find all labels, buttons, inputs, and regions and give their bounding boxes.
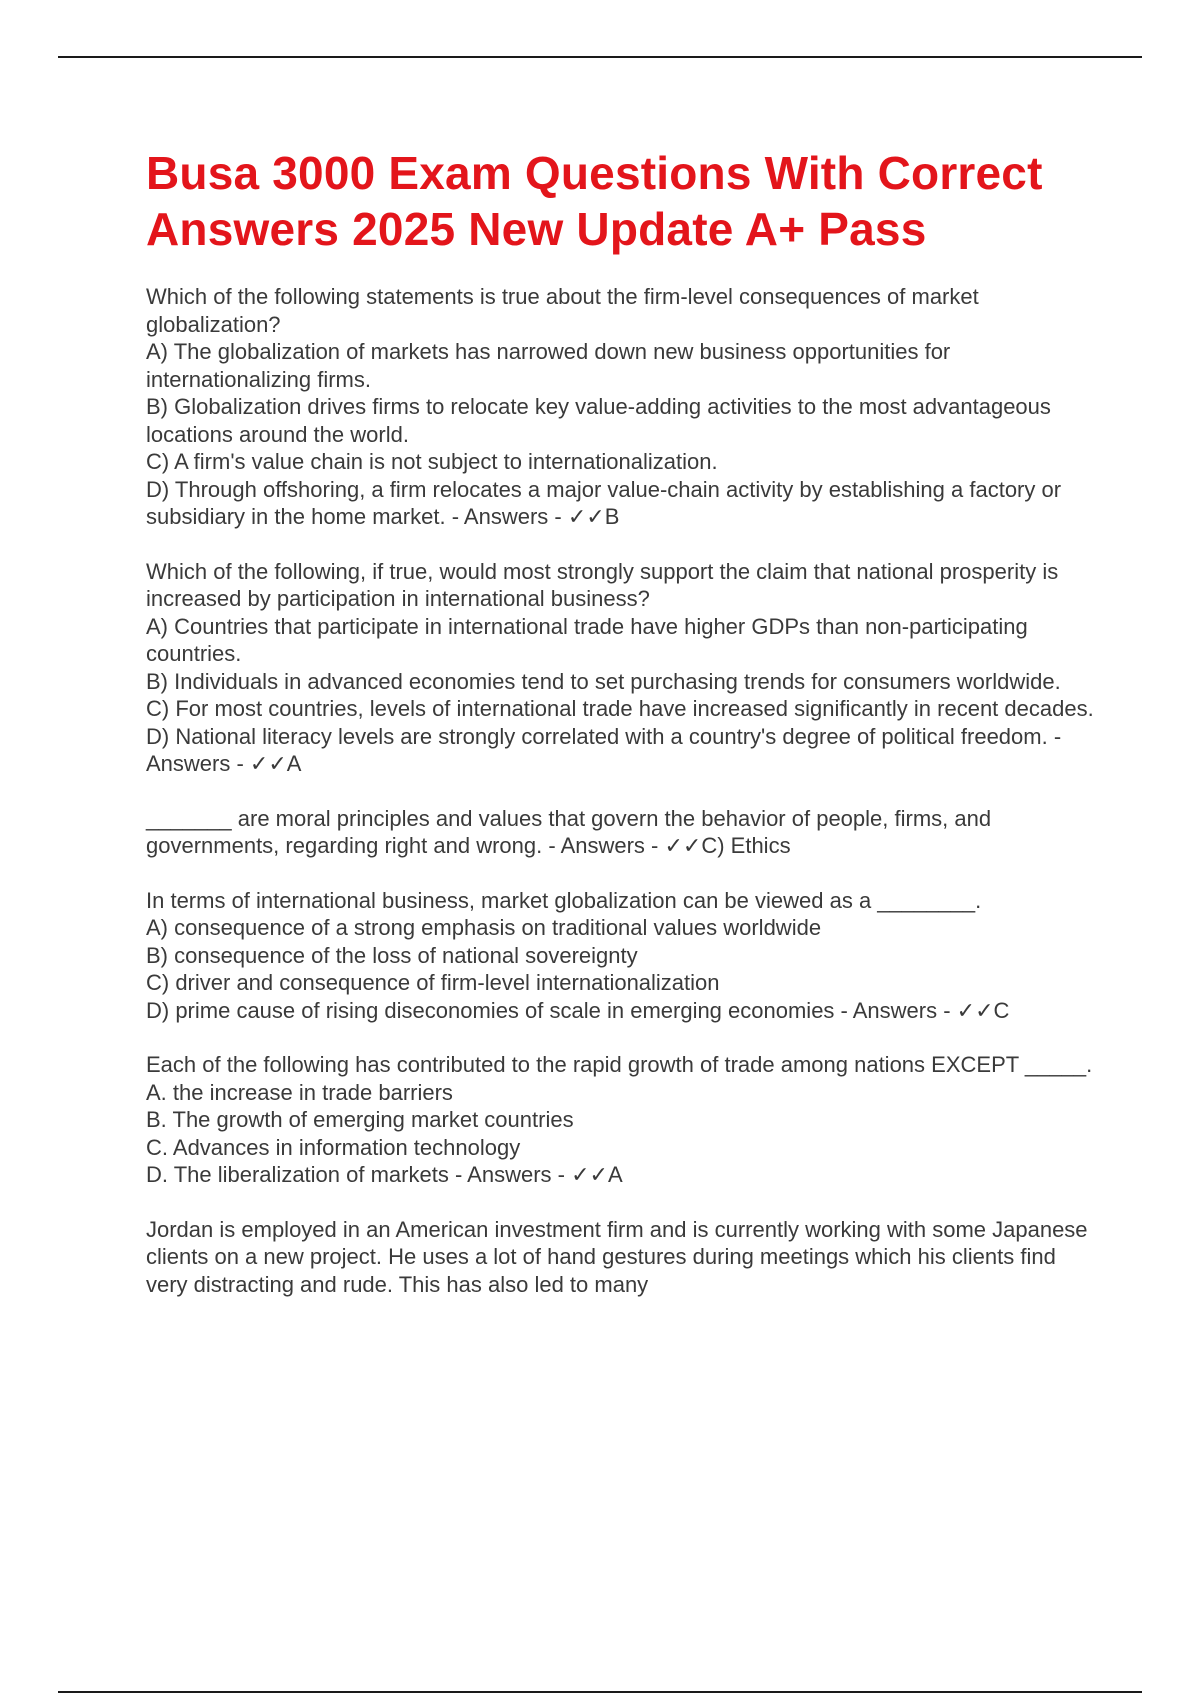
answer-option-a: A) consequence of a strong emphasis on traditional values worldwide <box>146 915 822 940</box>
answer-option-d: D) Through offshoring, a firm relocates a major value-chain activity by establishing a factory or subsidiary in the home market. - Answers - ✓✓B <box>146 476 1068 529</box>
question-text: Which of the following, if true, would most strongly support the claim that national prosperity is increased by participation in international business? <box>146 558 1065 611</box>
question-block-6 <box>146 1216 1096 1299</box>
answer-option-d: D) National literacy levels are strongly correlated with a country's degree of political freedom. - Answers - ✓✓A <box>146 723 1067 776</box>
question-block-2 <box>146 558 1096 778</box>
bottom-rule <box>58 1691 1142 1693</box>
question-text: Which of the following statements is true about the firm-level consequences of market globalization? <box>146 284 985 337</box>
question-block-1 <box>146 283 1096 531</box>
answer-option-b: B) Globalization drives firms to relocate key value-adding activities to the most advantageous locations around the world. <box>146 394 1058 447</box>
question-text: Each of the following has contributed to the rapid growth of trade among nations EXCEPT _____. <box>146 1052 1093 1077</box>
answer-option-d: D) prime cause of rising diseconomies of scale in emerging economies - Answers - ✓✓C <box>146 997 1010 1023</box>
answer-option-b: B. The growth of emerging market countries <box>146 1107 574 1132</box>
answer-option-b: B) Individuals in advanced economies tend to set purchasing trends for consumers worldwide. <box>146 668 1061 694</box>
top-rule <box>58 56 1142 58</box>
answer-option-c: C. Advances in information technology <box>146 1134 521 1160</box>
answer-option-a: A) The globalization of markets has narrowed down new business opportunities for internationalizing firms. <box>146 339 957 392</box>
question-text: Jordan is employed in an American investment firm and is currently working with some Japanese clients on a new project. He uses a lot of hand gestures during meetings which his clients find very distracting and rude. This has also led to many <box>146 1216 1094 1297</box>
question-text: _______ are moral principles and values that govern the behavior of people, firms, and governments, regarding right and wrong. - Answers - ✓✓C) Ethics <box>146 805 998 858</box>
question-block-5 <box>146 1051 1096 1189</box>
answer-option-a: A) Countries that participate in international trade have higher GDPs than non-participating countries. <box>146 613 1034 666</box>
question-text: In terms of international business, market globalization can be viewed as a ________. <box>146 887 982 913</box>
document-body <box>146 283 1096 1325</box>
question-block-4 <box>146 887 1096 1025</box>
document-title: Busa 3000 Exam Questions With Correct Answers 2025 New Update A+ Pass <box>146 147 1043 255</box>
answer-option-d: D. The liberalization of markets - Answers - ✓✓A <box>146 1162 623 1187</box>
question-block-3 <box>146 805 1096 860</box>
answer-option-b: B) consequence of the loss of national sovereignty <box>146 942 638 968</box>
answer-option-c: C) For most countries, levels of international trade have increased significantly in recent decades. <box>146 696 1094 721</box>
answer-option-a: A. the increase in trade barriers <box>146 1079 453 1105</box>
answer-option-c: C) driver and consequence of firm-level internationalization <box>146 970 720 995</box>
answer-option-c: C) A firm's value chain is not subject to internationalization. <box>146 449 718 474</box>
